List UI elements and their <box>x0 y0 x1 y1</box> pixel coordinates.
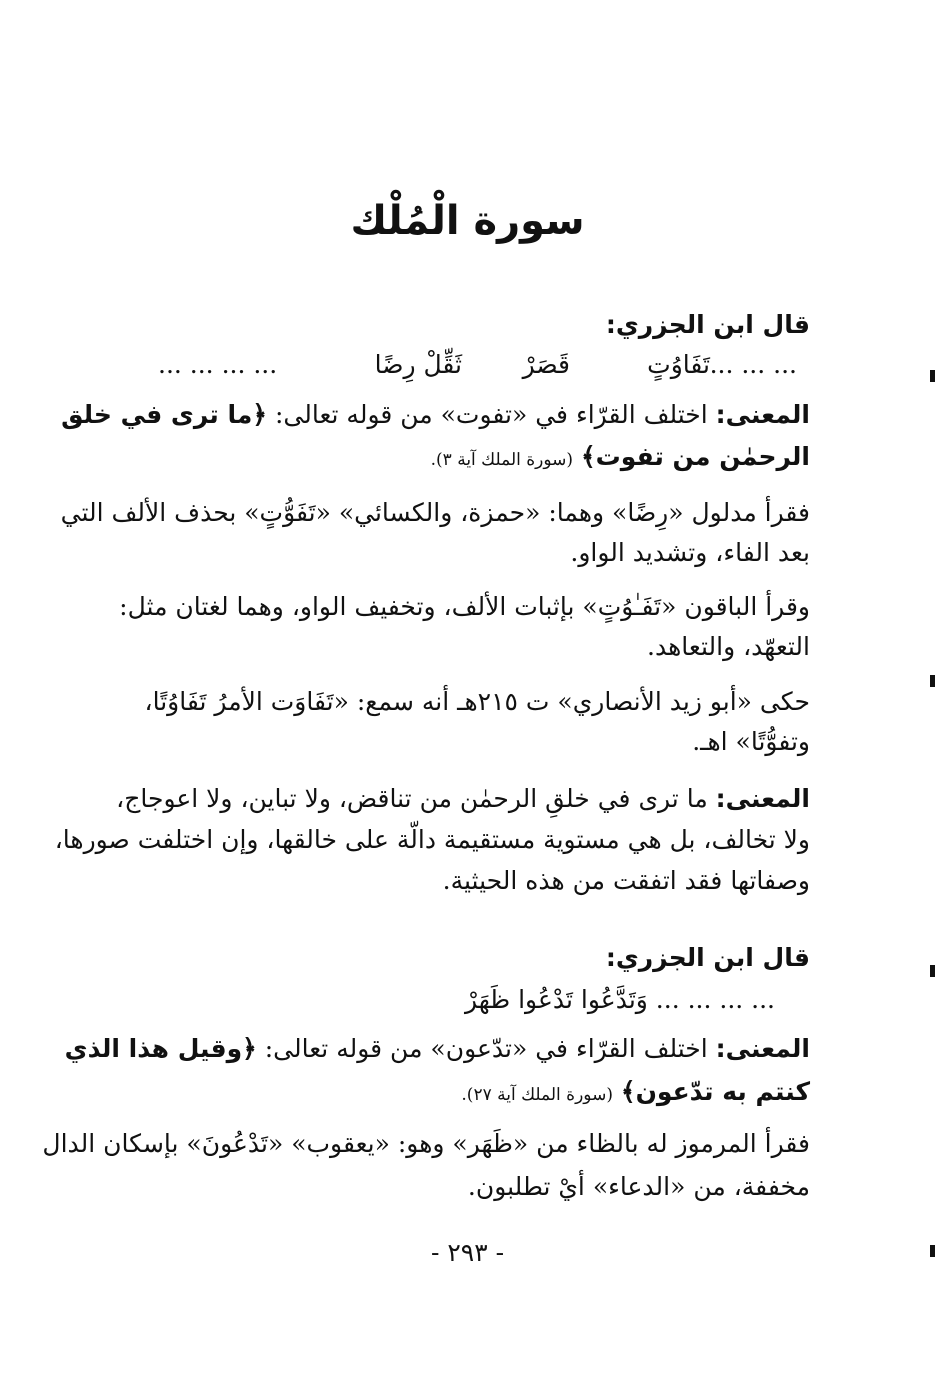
meaning-label: المعنى: <box>715 784 810 813</box>
meaning-label: المعنى: <box>715 400 810 429</box>
meaning-text: اختلف القرّاء في «تدّعون» من قوله تعالى: <box>264 1034 708 1063</box>
margin-mark <box>930 675 935 687</box>
paragraph-4-line-1: حكى «أبو زيد الأنصاري» ت ٢١٥هـ أنه سمع: «تَفَاوَت الأمرُ تَفَاوُتًا، <box>144 687 810 716</box>
verse-1-word-3: ثَقِّلْ رِضًا <box>374 350 462 379</box>
meaning-1-line-1 <box>61 398 810 432</box>
paragraph-2-line-2: بعد الفاء، وتشديد الواو. <box>570 538 810 567</box>
paragraph-5-line-3: وصفاتها فقد اتفقت من هذه الحيثية. <box>442 866 810 895</box>
section-2-heading: قال ابن الجزري: <box>605 943 810 972</box>
margin-mark <box>930 1245 935 1257</box>
surah-reference: (سورة الملك آية ٢٧). <box>461 1085 613 1105</box>
meaning-1-line-2 <box>100 440 810 477</box>
verse-1-word-2: قَصَرْ <box>522 350 570 379</box>
meaning-2-line-1 <box>64 1032 810 1066</box>
meaning-text: ما ترى في خلقِ الرحمٰن من تناقض، ولا تباين، ولا اعوجاج، <box>116 784 708 813</box>
surah-title: سورة الْمُلْك <box>350 198 585 244</box>
paragraph-2-line-1: فقرأ مدلول «رِضًا» وهما: «حمزة، والكسائي» «تَفَوُّتٍ» بحذف الألف التي <box>60 498 810 527</box>
paragraph-3-line-1: وقرأ الباقون «تَفَـٰوُتٍ» بإثبات الألف، وتخفيف الواو، وهما لغتان مثل: <box>119 592 810 621</box>
quran-quote: الرحمٰن من تفوت﴾ <box>581 442 810 471</box>
paragraph-5-line-2: ولا تخالف، بل هي مستوية مستقيمة دالّة على خالقها، وإن اختلفت صورها، <box>54 825 810 854</box>
margin-mark <box>930 965 935 977</box>
quran-quote: ﴿ما ترى في خلق <box>61 400 268 429</box>
verse-2: ... ... ... ... وَتَدَّعُوا تَدْعُوا ظَهَرْ <box>464 985 775 1014</box>
paragraph-3-line-2: التعهّد، والتعاهد. <box>647 632 810 661</box>
paragraph-5-line-1 <box>115 782 810 816</box>
margin-mark <box>930 370 935 382</box>
meaning-label: المعنى: <box>715 1034 810 1063</box>
verse-1-dots-right: ... ... ... <box>709 350 797 379</box>
meaning-text: اختلف القرّاء في «تفوت» من قوله تعالى: <box>274 400 708 429</box>
quran-quote: كنتم به تدّعون﴾ <box>620 1077 810 1106</box>
paragraph-4-line-2: وتفوُّتًا» اهـ. <box>692 727 810 756</box>
paragraph-6-line-2: مخففة، من «الدعاء» أيْ تطلبون. <box>467 1172 810 1201</box>
meaning-2-line-2 <box>100 1075 810 1112</box>
page-number: - ٢٩٣ - <box>430 1238 505 1267</box>
paragraph-6-line-1: فقرأ المرموز له بالظاء من «ظَهَر» وهو: «يعقوب» «تَدْعُونَ» بإسكان الدال <box>42 1129 810 1158</box>
quran-quote: ﴿وقيل هذا الذي <box>64 1034 257 1063</box>
surah-reference: (سورة الملك آية ٣). <box>430 450 574 470</box>
section-1-heading: قال ابن الجزري: <box>605 310 810 339</box>
verse-1-word-1: تَفَاوُتٍ <box>647 350 710 379</box>
verse-1-dots-left: ... ... ... ... <box>158 350 278 379</box>
